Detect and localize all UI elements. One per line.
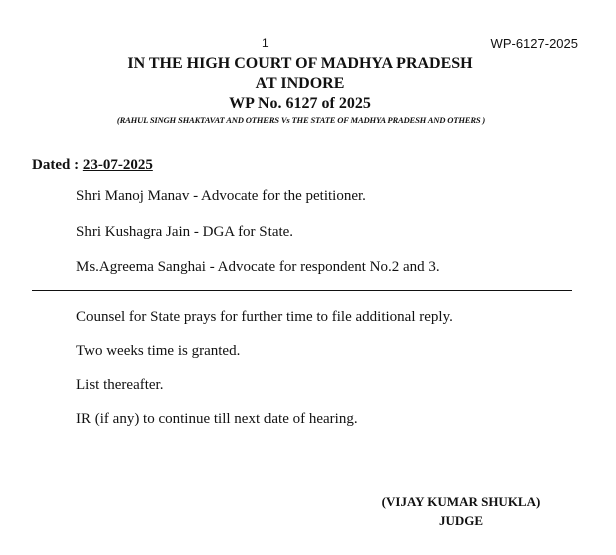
dated-label: Dated : [32,157,83,173]
bench-name: AT INDORE [255,75,345,92]
dated-line [32,157,153,174]
case-reference: WP-6127-2025 [490,36,578,51]
page-number: 1 [262,36,269,50]
appearance-petitioner: Shri Manoj Manav - Advocate for the petitioner. [76,188,366,204]
section-divider [32,290,572,291]
appearance-state: Shri Kushagra Jain - DGA for State. [76,224,294,240]
date-value: 23-07-2025 [82,157,153,173]
judge-designation: JUDGE [438,513,484,528]
order-line: IR (if any) to continue till next date of hearing. [76,411,358,427]
order-line: List thereafter. [76,377,164,393]
appearance-respondents: Ms.Agreema Sanghai - Advocate for respondent No.2 and 3. [76,259,440,275]
order-line: Counsel for State prays for further time to file additional reply. [76,309,453,325]
judge-name: (VIJAY KUMAR SHUKLA) [381,494,541,509]
case-number: WP No. 6127 of 2025 [229,95,371,112]
order-line: Two weeks time is granted. [76,343,241,359]
court-name: IN THE HIGH COURT OF MADHYA PRADESH [127,55,473,72]
parties-line: (RAHUL SINGH SHAKTAVAT AND OTHERS Vs THE STATE OF MADHYA PRADESH AND OTHERS ) [116,115,486,125]
